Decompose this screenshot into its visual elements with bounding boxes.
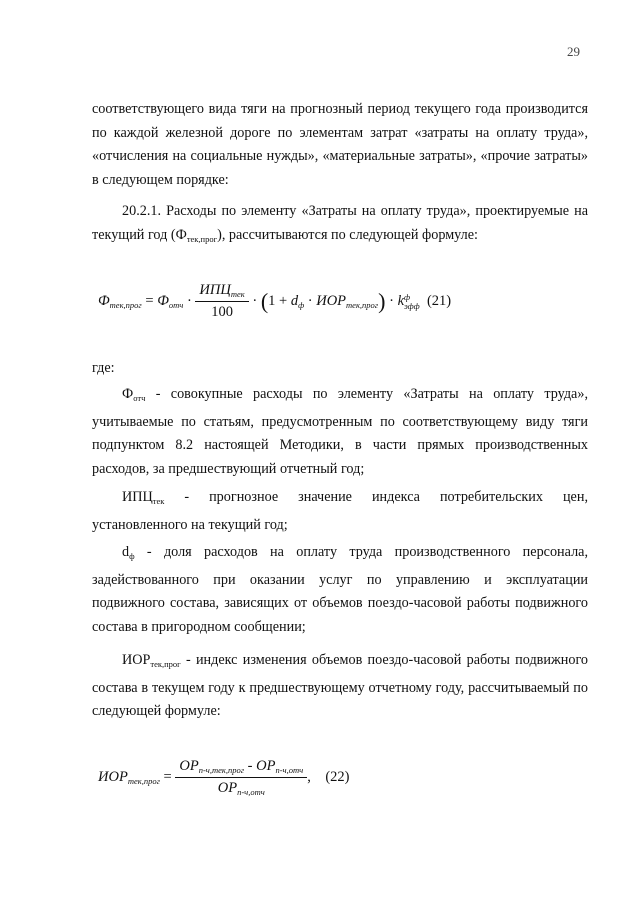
f22-num-a: ОР (179, 758, 199, 774)
f21-k: k (397, 292, 404, 309)
f21-k-sup: ф (404, 291, 411, 302)
f21-fraction (195, 282, 248, 321)
intro-paragraph: соответствующего вида тяги на прогнозный период текущего года производится по каждой железной дороге по элементам затрат «затраты на оплату труда», «отчисления на социальные нужды», «материальные затраты», «прочие затраты» в следующем порядке: (92, 101, 588, 188)
f21-denominator: 100 (211, 304, 233, 320)
d4-text: - индекс изменения объемов поездо-часовой работы подвижного состава в текущем году к предшествующему отчетному году, рассчитываемый по следующей формуле: (92, 652, 588, 720)
f21-k-sub: эфф (404, 300, 420, 311)
section-text-end: ), рассчитываются по следующей формуле: (217, 226, 478, 243)
definition-ior (92, 649, 588, 724)
f21-ior-sub: тек,прог (346, 299, 379, 310)
d1-sub: отч (133, 393, 146, 403)
f22-num-b-sub: п-ч,отч (275, 765, 304, 775)
formula-21 (98, 282, 451, 321)
f21-dot-2: · (252, 292, 258, 309)
f21-ior: ИОР (316, 292, 347, 309)
d1-symbol: Ф (122, 386, 134, 402)
f22-num-a-sub: п-ч,тек,прог (198, 765, 245, 775)
d2-sub: тек (152, 496, 165, 506)
d4-symbol: ИОР (122, 652, 151, 668)
f22-comma: , (307, 768, 311, 785)
where-label: где: (92, 360, 115, 376)
section-symbol-sub: тек,прог (186, 233, 218, 244)
f21-numerator (195, 282, 248, 302)
definition-f-otch (92, 383, 588, 481)
section-symbol: Ф (175, 226, 187, 243)
f21-lhs: Ф (98, 292, 110, 309)
f22-numerator (175, 758, 307, 778)
f21-dot-4: · (389, 292, 394, 309)
d1-text: - совокупные расходы по элементу «Затраты на оплату труда», учитываемые по статьям, предусмотренным по соответствующему виду тяги подпунктом 8.2 настоящей Методики, в части прямых производственных расходов, за предшествующий отчетный год; (92, 386, 588, 477)
f21-rparen: ) (378, 288, 386, 314)
f21-k-scripts (404, 293, 420, 311)
definition-d-f (92, 541, 588, 639)
f22-fraction (175, 758, 307, 797)
f21-dot-3: · (307, 292, 313, 309)
f21-f-otch-sub: отч (168, 299, 184, 310)
f21-num-sub: тек (230, 289, 245, 299)
f22-den: ОР (217, 780, 238, 796)
d2-symbol: ИПЦ (122, 489, 153, 505)
section-text-start: 20.2.1. Расходы по элементу «Затраты на оплату труда», проектируемые на текущий год ( (92, 203, 588, 243)
d4-sub: тек,прог (150, 659, 181, 669)
f22-den-sub: п-ч,отч (237, 787, 265, 797)
f21-f-otch: Ф (157, 292, 169, 309)
f21-eq: = (145, 292, 154, 309)
f21-d-sub: ф (298, 299, 305, 310)
f21-lparen: ( (260, 288, 269, 314)
formula-22 (98, 758, 349, 797)
d3-symbol: d (122, 544, 130, 560)
d3-text: - доля расходов на оплату труда производственного персонала, задействованного при оказании услуг по управлению и эксплуатации подвижного состава, зависящих от объемов поездо-часовой работы подвижного состава в пригородном сообщении; (92, 544, 588, 635)
f22-lhs: ИОР (98, 768, 128, 785)
f22-num-b: ОР (256, 758, 276, 774)
d3-sub: ф (129, 551, 135, 561)
f22-lhs-sub: тек,прог (127, 775, 160, 786)
d2-text: - прогнозное значение индекса потребительских цен, установленного на текущий год; (92, 489, 588, 533)
f21-d: d (290, 292, 299, 309)
f21-one-plus: 1 + (268, 292, 291, 309)
f22-eq: = (163, 768, 172, 785)
f21-number: (21) (426, 292, 452, 309)
f21-num-text: ИПЦ (199, 282, 231, 298)
page-number: 29 (567, 44, 580, 59)
definition-ipc (92, 486, 588, 537)
section-20-2-1-paragraph (92, 200, 588, 251)
f22-number: (22) (325, 768, 350, 785)
f21-lhs-sub: тек,прог (109, 299, 142, 310)
f22-denominator (175, 778, 307, 797)
f21-dot-1: · (186, 292, 192, 309)
f22-minus: - (244, 758, 257, 774)
